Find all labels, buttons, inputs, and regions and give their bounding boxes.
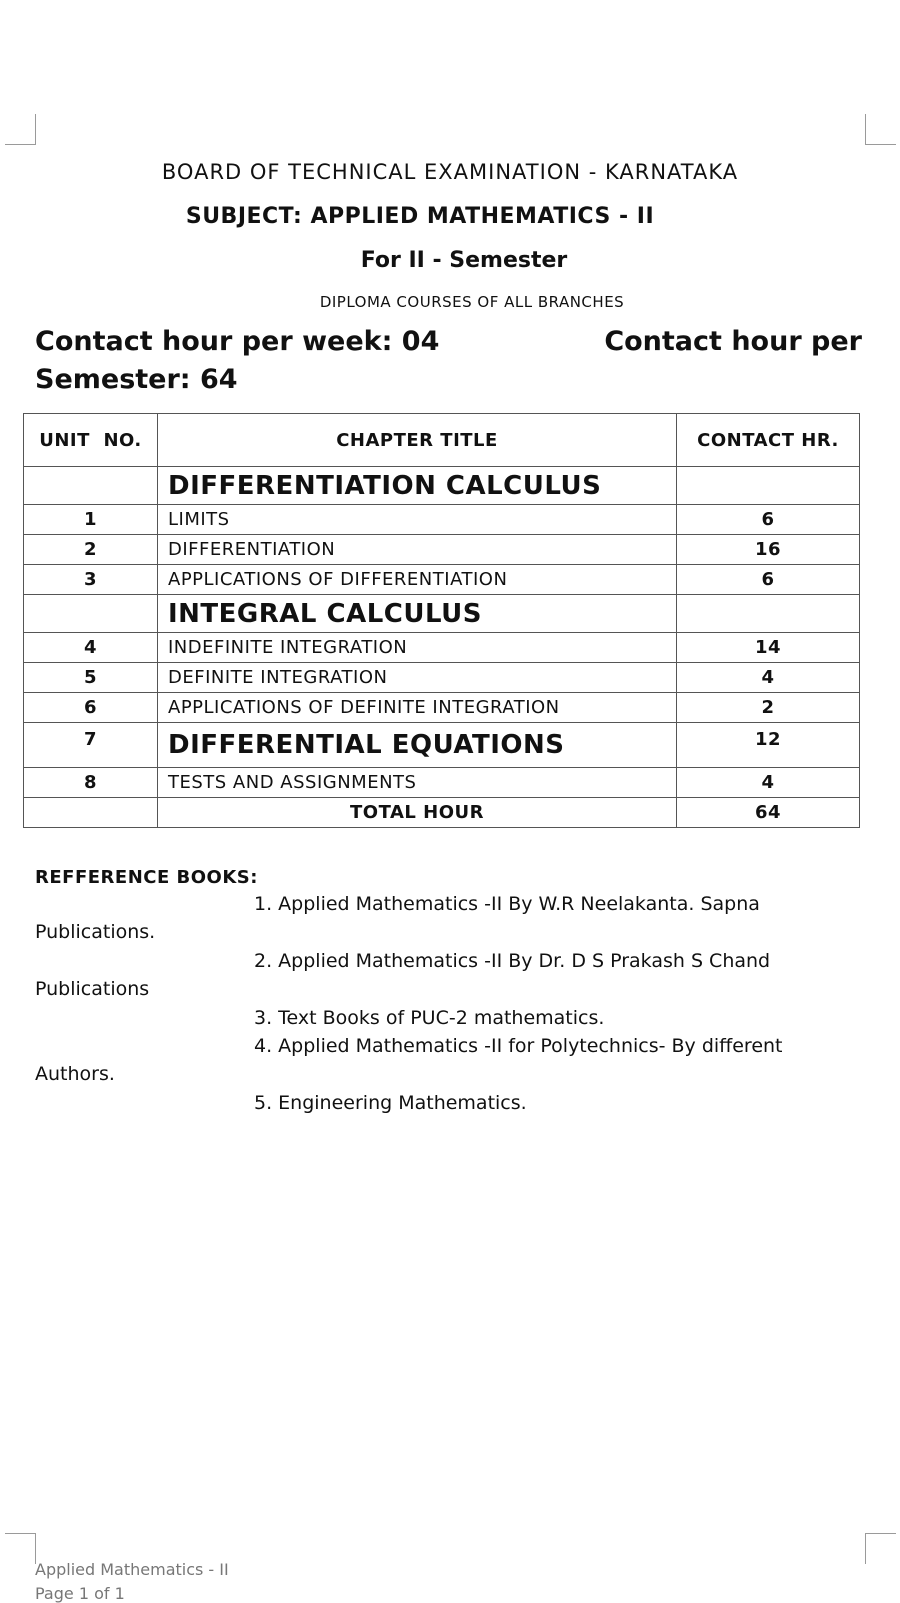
crop-mark-top-right <box>865 114 896 145</box>
total-hours: 64 <box>677 798 860 828</box>
table-row <box>24 505 860 535</box>
contact-hours-week: Contact hour per week: 04 <box>35 326 440 357</box>
contact-hours: 14 <box>677 633 860 663</box>
contact-hours: 2 <box>677 693 860 723</box>
chapter-title: INDEFINITE INTEGRATION <box>158 633 677 663</box>
total-label: TOTAL HOUR <box>158 798 677 828</box>
header-unit-no: UNIT NO. <box>24 414 158 467</box>
table-row <box>24 768 860 798</box>
table-row <box>24 663 860 693</box>
reference-text: 1. Applied Mathematics -II By W.R Neelakanta. Sapna <box>254 893 760 915</box>
crop-mark-bottom-left <box>5 1533 36 1564</box>
board-title: BOARD OF TECHNICAL EXAMINATION - KARNATAKA <box>161 160 739 184</box>
unit-number: 8 <box>24 768 158 798</box>
unit-number: 2 <box>24 535 158 565</box>
section-title: DIFFERENTIATION CALCULUS <box>158 467 677 505</box>
chapter-title: TESTS AND ASSIGNMENTS <box>158 768 677 798</box>
chapter-title: DIFFERENTIATION <box>158 535 677 565</box>
section-title: INTEGRAL CALCULUS <box>158 595 677 633</box>
reference-text: 5. Engineering Mathematics. <box>254 1092 527 1114</box>
table-row <box>24 693 860 723</box>
reference-text: 3. Text Books of PUC-2 mathematics. <box>254 1007 605 1029</box>
contact-hours-semester: Semester: 64 <box>35 364 238 395</box>
header-contact-hr: CONTACT HR. <box>677 414 860 467</box>
diploma-subtitle: DIPLOMA COURSES OF ALL BRANCHES <box>319 293 625 311</box>
contact-hours: 16 <box>677 535 860 565</box>
section-row <box>24 467 860 505</box>
unit-number: 5 <box>24 663 158 693</box>
table-row <box>24 723 860 768</box>
chapter-title: DEFINITE INTEGRATION <box>158 663 677 693</box>
references-heading: REFFERENCE BOOKS: <box>35 867 258 888</box>
contact-hours: 6 <box>677 565 860 595</box>
total-row <box>24 798 860 828</box>
subject-title: SUBJECT: APPLIED MATHEMATICS - II <box>185 204 655 229</box>
chapter-title: APPLICATIONS OF DIFFERENTIATION <box>158 565 677 595</box>
footer-page-number: Page 1 of 1 <box>35 1584 125 1603</box>
crop-mark-bottom-right <box>865 1533 896 1564</box>
unit-number: 4 <box>24 633 158 663</box>
unit-number: 7 <box>24 723 158 768</box>
reference-text: 2. Applied Mathematics -II By Dr. D S Prakash S Chand <box>254 950 771 972</box>
table-row <box>24 565 860 595</box>
contact-hours: 4 <box>677 768 860 798</box>
table-row <box>24 535 860 565</box>
crop-mark-top-left <box>5 114 36 145</box>
table-row <box>24 633 860 663</box>
unit-number: 1 <box>24 505 158 535</box>
reference-continuation: Authors. <box>35 1063 115 1085</box>
footer-title: Applied Mathematics - II <box>35 1560 229 1579</box>
syllabus-table <box>23 413 860 828</box>
contact-hours: 6 <box>677 505 860 535</box>
semester-title: For II - Semester <box>360 248 568 273</box>
reference-text: 4. Applied Mathematics -II for Polytechnics- By different <box>254 1035 783 1057</box>
contact-hours-per-label: Contact hour per <box>604 326 862 357</box>
chapter-title: DIFFERENTIAL EQUATIONS <box>158 723 677 768</box>
unit-number: 3 <box>24 565 158 595</box>
chapter-title: LIMITS <box>158 505 677 535</box>
table-header-row <box>24 414 860 467</box>
reference-continuation: Publications. <box>35 921 156 943</box>
reference-continuation: Publications <box>35 978 150 1000</box>
header-chapter-title: CHAPTER TITLE <box>158 414 677 467</box>
contact-hours: 12 <box>677 723 860 768</box>
chapter-title: APPLICATIONS OF DEFINITE INTEGRATION <box>158 693 677 723</box>
unit-number: 6 <box>24 693 158 723</box>
section-row <box>24 595 860 633</box>
contact-hours: 4 <box>677 663 860 693</box>
